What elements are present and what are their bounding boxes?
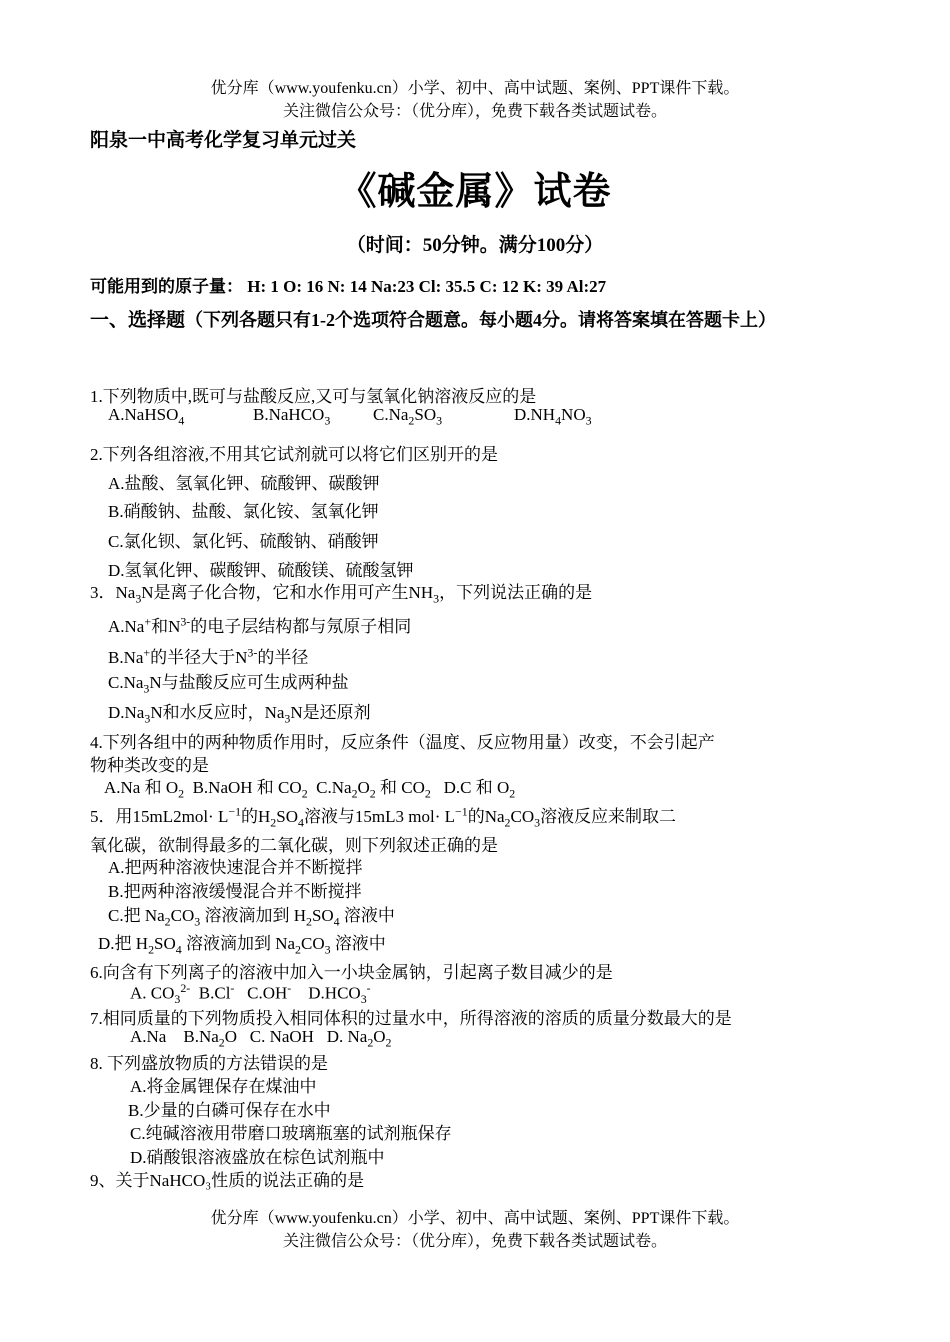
q1-stem: 1.下列物质中,既可与盐酸反应,又可与氢氧化钠溶液反应的是 — [90, 387, 537, 406]
q6-options: A. $CO_3^{2-}$ B.Cl- C.OH- $D.HCO_3^-$ — [130, 981, 371, 1007]
q8-option-a: A.将金属锂保存在煤油中 — [130, 1077, 317, 1096]
q3-option-c: $C.Na_3N$与盐酸反应可生成两种盐 — [108, 673, 349, 696]
footer-line-1: 优分库（www.youfenku.cn）小学、初中、高中试题、案例、PPT课件下载。 — [210, 1210, 740, 1227]
q5-stem-line-2: 氧化碳，欲制得最多的二氧化碳，则下列叙述正确的是 — [90, 836, 498, 855]
q1-option-b: B.NaHCO$_3$ — [253, 405, 331, 428]
q9-stem: 9、关于NaHCO₃性质的说法正确的是 — [90, 1171, 365, 1190]
q8-option-b: B.少量的白磷可保存在水中 — [128, 1101, 331, 1120]
section-1-heading — [90, 303, 860, 338]
q8-stem: 8. 下列盛放物质的方法错误的是 — [90, 1054, 328, 1073]
q3-option-d: $D.Na_3N$和水反应时，$Na_3N$是还原剂 — [108, 703, 371, 726]
exam-title: 《碱金属》试卷 — [338, 171, 612, 213]
q5-option-d: D.把 $H_2SO_4$ 溶液滴加到 $Na_2CO_3$ 溶液中 — [98, 934, 386, 957]
footer-line-2: 关注微信公众号：（优分库），免费下载各类试题试卷。 — [282, 1233, 667, 1250]
q5-option-c: C.把 $Na_2CO_3$ 溶液滴加到 $H_2SO_4$ 溶液中 — [108, 906, 395, 929]
section-1-desc: （下列各题只有1-2个选项符合题意。每小题4分。请将答案填在答题卡上） — [185, 310, 777, 330]
q5-stem-line-1: 5．用$15mL2mol\cdot L^{-1}$的$H_2SO_4$溶液与15mL3 $mol\cdot L^{-1}$的$Na_2CO_3$溶液反应来制取二 — [90, 804, 677, 830]
q1-option-a: A.NaHSO$_4$ — [108, 405, 185, 428]
q7-stem: 7.相同质量的下列物质投入相同体积的过量水中，所得溶液的溶质的质量分数最大的是 — [90, 1009, 732, 1028]
q3-stem: 3．$Na_3N$是离子化合物，它和水作用可产生$NH_3$，下列说法正确的是 — [90, 583, 593, 606]
section-1-lead: 一、选择题 — [90, 310, 186, 331]
time-info: （时间：50分钟。满分100分） — [346, 235, 604, 256]
q8-option-c: C.纯碱溶液用带磨口玻璃瓶塞的试剂瓶保存 — [130, 1124, 452, 1143]
q2-option-d: D.氢氧化钾、碳酸钾、硫酸镁、硫酸氢钾 — [108, 561, 414, 580]
atomic-masses: 可能用到的原子量： H: 1 O: 16 N: 14 Na:23 Cl: 35.5 C: 12 K: 39 Al:27 — [90, 277, 607, 296]
school-title: 阳泉一中高考化学复习单元过关 — [90, 130, 357, 151]
header-line-1: 优分库（www.youfenku.cn）小学、初中、高中试题、案例、PPT课件下载。 — [210, 80, 740, 97]
q1-option-d: $D.NH_4NO_3$ — [514, 405, 592, 428]
q5-option-b: B.把两种溶液缓慢混合并不断搅拌 — [108, 882, 362, 901]
q2-option-b: B.硝酸钠、盐酸、氯化铵、氢氧化钾 — [108, 502, 379, 521]
q7-options: A.Na $B.Na_2O$ C. NaOH D. $Na_2O_2$ — [130, 1027, 392, 1050]
q3-option-a: A.Na+和$N^{3-}$的电子层结构都与氖原子相同 — [108, 614, 412, 636]
q4-stem-line-1: 4.下列各组中的两种物质作用时，反应条件（温度、反应物用量）改变，不会引起产 — [90, 733, 715, 752]
q8-option-d: D.硝酸银溶液盛放在棕色试剂瓶中 — [130, 1148, 385, 1167]
q3-option-b: B.Na+的半径大于$N^{3-}$的半径 — [108, 645, 309, 667]
header-line-2: 关注微信公众号：（优分库），免费下载各类试题试卷。 — [282, 103, 667, 120]
q4-stem-line-2: 物种类改变的是 — [90, 756, 209, 775]
q4-options: A.Na 和 $O_2$ B.NaOH 和 $CO_2$ $C.Na_2O_2$ 和 $CO_2$ D.C 和 $O_2$ — [104, 778, 516, 801]
q6-stem: 6.向含有下列离子的溶液中加入一小块金属钠，引起离子数目减少的是 — [90, 963, 613, 982]
q5-option-a: A.把两种溶液快速混合并不断搅拌 — [108, 858, 363, 877]
q2-stem: 2.下列各组溶液,不用其它试剂就可以将它们区别开的是 — [90, 445, 498, 464]
q2-option-c: C.氯化钡、氯化钙、硫酸钠、硝酸钾 — [108, 532, 379, 551]
q1-option-c: $C.Na_2SO_3$ — [373, 405, 443, 428]
q2-option-a: A.盐酸、氢氧化钾、硫酸钾、碳酸钾 — [108, 474, 380, 493]
